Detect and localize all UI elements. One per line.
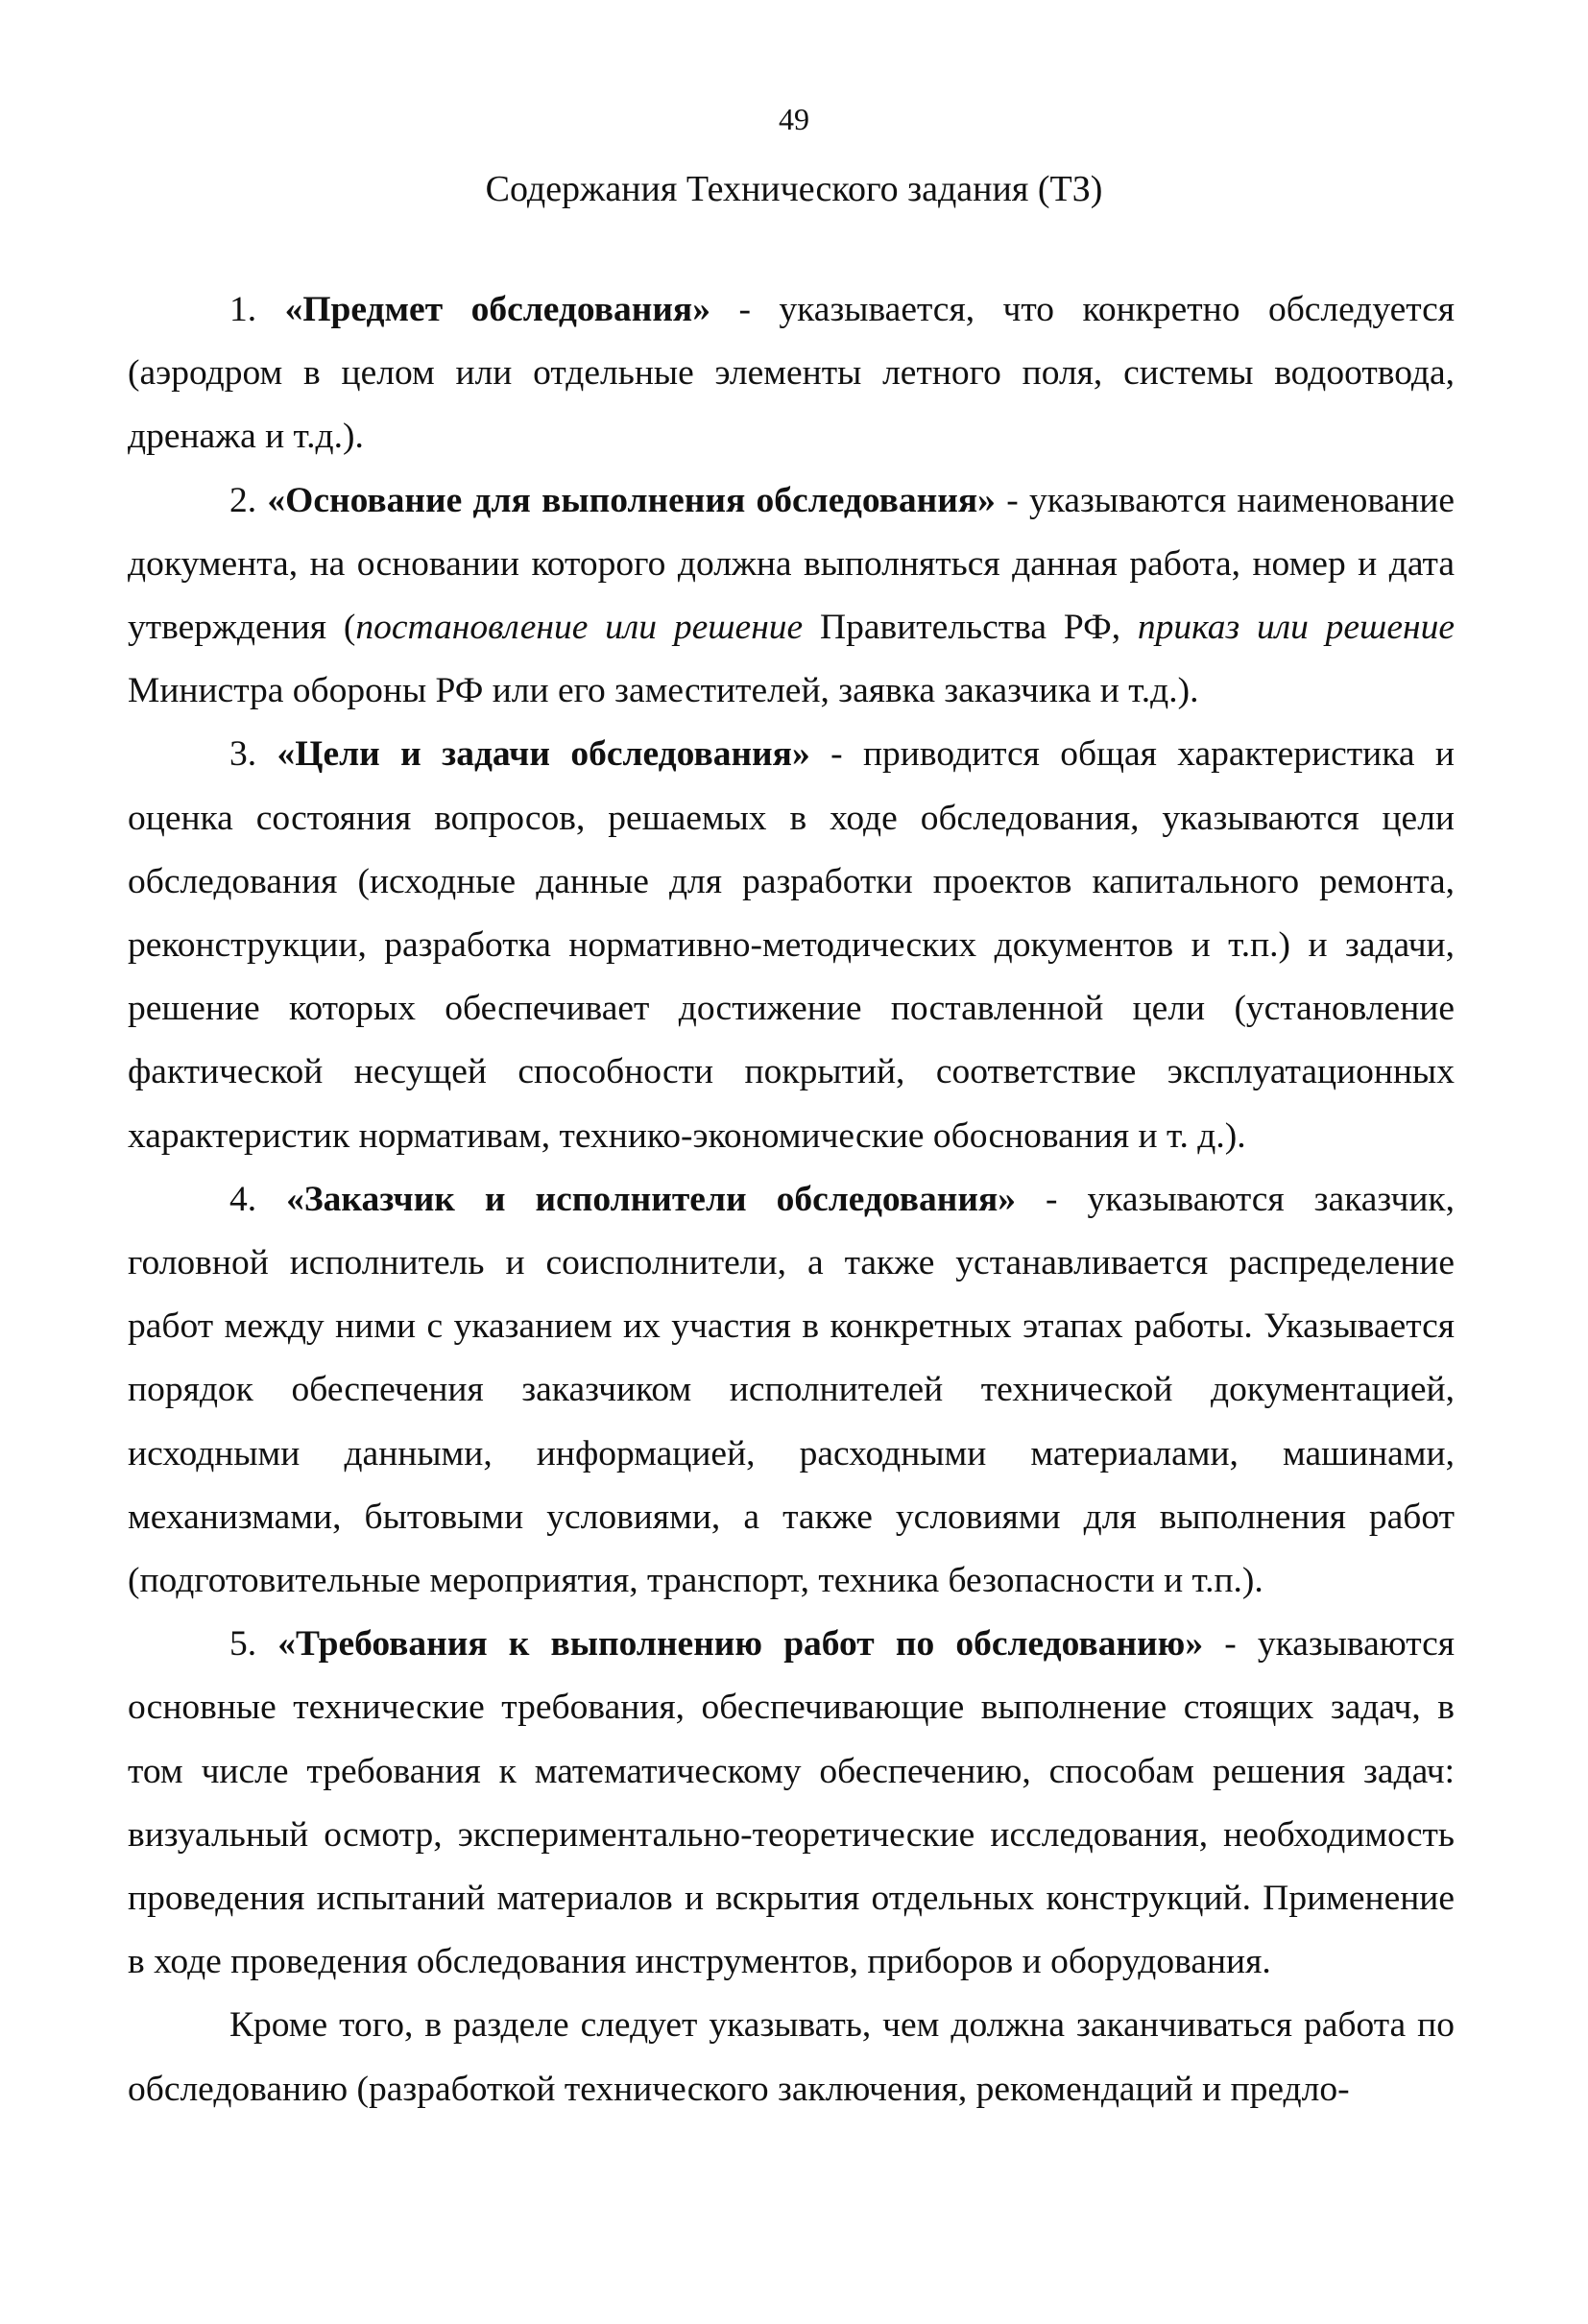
paragraph-number: 1. — [229, 290, 285, 329]
paragraph-heading: «Основание для выполнения обследования» — [267, 480, 996, 520]
paragraph-customer — [128, 1168, 1455, 1613]
page-number: 49 — [779, 102, 809, 136]
page-title: Содержания Технического задания (ТЗ) — [485, 169, 1103, 209]
paragraph-basis — [128, 469, 1455, 724]
paragraph-heading: «Заказчик и исполнители обследования» — [286, 1179, 1016, 1219]
paragraph-number: 3. — [229, 734, 277, 775]
paragraph-heading: «Предмет обследования» — [284, 290, 710, 329]
paragraph-subject — [128, 278, 1455, 469]
paragraph-text: - указывается, что конкретно обследуется (аэродром в целом или отдельные элементы летного поля, системы водоотвода, дренажа и т.д.). — [128, 290, 1456, 457]
paragraph-conclusion — [128, 1994, 1455, 2120]
paragraph-number: 5. — [229, 1624, 278, 1665]
paragraph-text: Министра обороны РФ или его заместителей, заявка заказчика и т.д.). — [128, 671, 1199, 711]
paragraph-text: - указываются заказчик, головной исполнитель и соисполнители, а также устанавливается распределение работ между ними с указанием их участия в конкретных этапах работы. Указывается порядок обеспечения заказчиком исполнителей технической документацией, исходными данными, информацией, расходными материалами, машинами, механизмами, бытовыми условиями, а также условиями для выполнения работ (подготовительные мероприятия, транспорт, техника безопасности и т.п.). — [128, 1179, 1455, 1601]
paragraph-italic-text: приказ или решение — [1137, 608, 1455, 648]
paragraph-text: Кроме того, в разделе следует указывать, чем должна заканчиваться работа по обследованию (разработкой технического заключения, рекомендаций и предло- — [128, 2005, 1455, 2109]
document-body — [128, 278, 1455, 2121]
paragraph-text: - указываются наименование документа, на основании которого должна выполняться данная работа, номер и дата утверждения ( — [128, 480, 1456, 648]
paragraph-text: Правительства РФ, — [803, 608, 1138, 648]
paragraph-text: - указываются основные технические требования, обеспечивающие выполнение стоящих задач, в том числе требования к математическому обеспечению, способам решения задач: визуальный осмотр, экспериментально-теоретические исследования, необходимость проведения испытаний материалов и вскрытия отдельных конструкций. Применение в ходе проведения обследования инструментов, приборов и оборудования. — [128, 1624, 1455, 1982]
paragraph-heading: «Требования к выполнению работ по обследованию» — [277, 1624, 1204, 1665]
paragraph-heading: «Цели и задачи обследования» — [277, 734, 810, 775]
paragraph-number: 2. — [229, 480, 268, 520]
paragraph-requirements — [128, 1613, 1455, 1994]
paragraph-number: 4. — [229, 1179, 287, 1219]
paragraph-italic-text: постановление или решение — [355, 608, 804, 648]
paragraph-goals — [128, 723, 1455, 1167]
paragraph-text: - приводится общая характеристика и оценка состояния вопросов, решаемых в ходе обследования, указываются цели обследования (исходные данные для разработки проектов капитального ремонта, реконструкции, разработка нормативно-методических документов и т.п.) и задачи, решение которых обеспечивает достижение поставленной цели (установление фактической несущей способности покрытий, соответствие эксплуатационных характеристик нормативам, технико-экономические обоснования и т. д.). — [128, 734, 1455, 1156]
